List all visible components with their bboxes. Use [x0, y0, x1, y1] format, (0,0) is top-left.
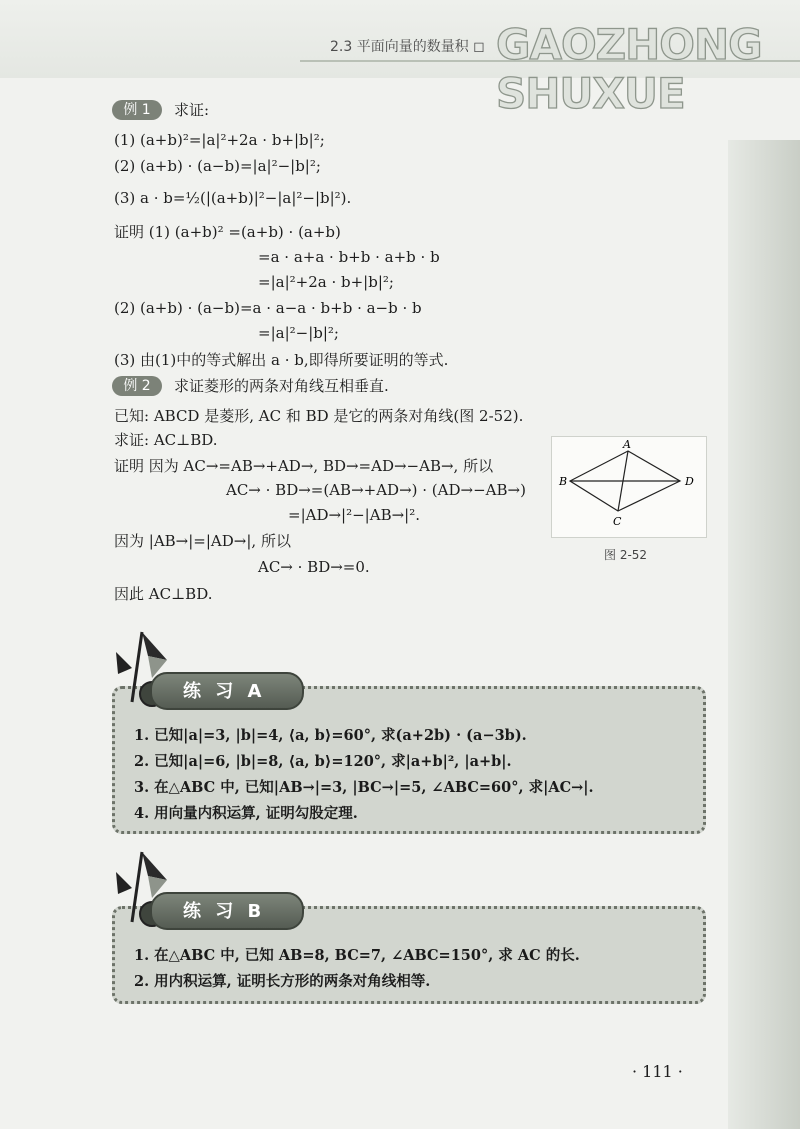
- exercise-b-item: 2. 用内积运算, 证明长方形的两条对角线相等.: [134, 973, 431, 990]
- example-1-item: (2) (a+b) · (a−b)=|a|²−|b|²;: [114, 157, 321, 175]
- example-1-item: (1) (a+b)²=|a|²+2a · b+|b|²;: [114, 131, 325, 149]
- example-2-prove: 求证: AC⊥BD.: [114, 431, 218, 449]
- example-1-proof-line: (3) 由(1)中的等式解出 a · b,即得所要证明的等式.: [114, 351, 449, 369]
- header-watermark: GAOZHONG SHUXUE: [496, 20, 762, 118]
- example-1-proof-line: (2) (a+b) · (a−b)=a · a−a · b+b · a−b · b: [114, 299, 422, 317]
- exercise-b-title: 练 习 B: [183, 901, 266, 922]
- page-number: · 111 ·: [632, 1062, 683, 1081]
- example-1-proof-line: =|a|²+2a · b+|b|²;: [258, 273, 394, 291]
- example-2-proof-line: 证明 因为 AC→=AB→+AD→, BD→=AD→−AB→, 所以: [114, 457, 494, 475]
- rhombus-diagram: [552, 437, 706, 537]
- rhombus-figure: [551, 436, 707, 538]
- example-1-item: (3) a · b=½(|(a+b)|²−|a|²−|b|²).: [114, 189, 352, 207]
- example-2-proof-line: 因为 |AB→|=|AD→|, 所以: [114, 532, 291, 550]
- example-2-proof-line: AC→ · BD→=(AB→+AD→) · (AD→−AB→): [226, 481, 526, 499]
- example-2-badge: 例 2: [112, 376, 162, 396]
- vertex-label-c: C: [613, 515, 622, 528]
- exercise-a-item: 2. 已知|a|=6, |b|=8, ⟨a, b⟩=120°, 求|a+b|², |a+b|.: [134, 753, 512, 770]
- figure-caption: 图 2-52: [604, 548, 648, 562]
- example-2-proof-line: AC→ · BD→=0.: [258, 558, 370, 576]
- example-1-proof-line: =a · a+a · b+b · a+b · b: [258, 248, 440, 266]
- example-2-proof-line: =|AD→|²−|AB→|².: [288, 506, 420, 524]
- example-1-proof-line: 证明 (1) (a+b)² =(a+b) · (a+b): [114, 223, 341, 241]
- vertex-label-a: A: [623, 438, 631, 451]
- exercise-a-item: 1. 已知|a|=3, |b|=4, ⟨a, b⟩=60°, 求(a+2b) · (a−3b).: [134, 727, 527, 744]
- exercise-b-item: 1. 在△ABC 中, 已知 AB=8, BC=7, ∠ABC=150°, 求 AC 的长.: [134, 947, 580, 964]
- section-label: 2.3 平面向量的数量积 ◻: [330, 39, 485, 55]
- exercise-a-item: 4. 用向量内积运算, 证明勾股定理.: [134, 805, 358, 822]
- right-edge-strip: [728, 140, 800, 1129]
- example-1-proof-line: =|a|²−|b|²;: [258, 324, 339, 342]
- vertex-label-b: B: [559, 475, 568, 488]
- exercise-a-title: 练 习 A: [183, 681, 266, 702]
- example-2-given: 已知: ABCD 是菱形, AC 和 BD 是它的两条对角线(图 2-52).: [114, 407, 524, 425]
- exercise-a-item: 3. 在△ABC 中, 已知|AB→|=3, |BC→|=5, ∠ABC=60°, 求|AC→|.: [134, 779, 594, 796]
- example-1-title: 求证:: [174, 101, 210, 119]
- example-2-title: 求证菱形的两条对角线互相垂直.: [174, 377, 389, 395]
- vertex-label-d: D: [685, 475, 694, 488]
- example-2-proof-line: 因此 AC⊥BD.: [114, 585, 213, 603]
- example-1-badge: 例 1: [112, 100, 162, 120]
